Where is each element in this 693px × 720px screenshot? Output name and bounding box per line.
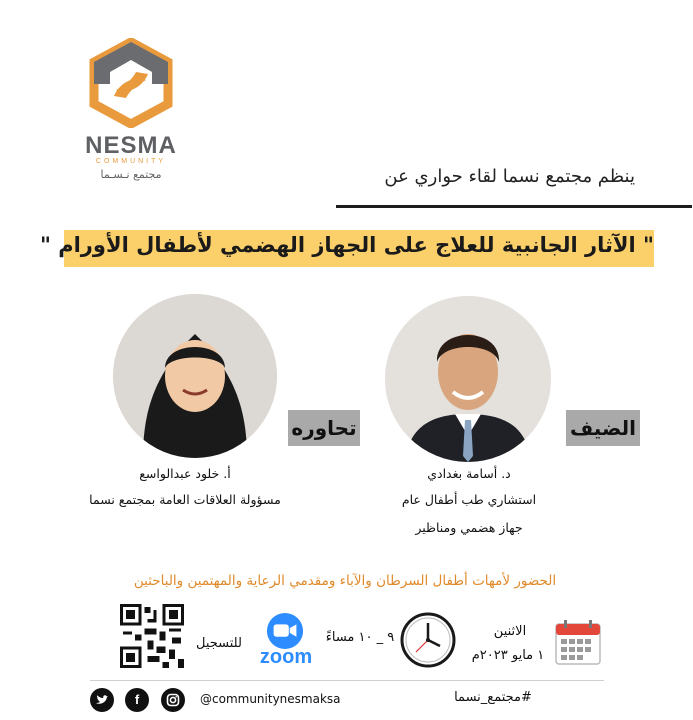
audience-text: الحضور لأمهات أطفال السرطان والآباء ومقدمي الرعاية والمهتمين والباحثين	[133, 573, 557, 589]
host-photo	[113, 294, 277, 458]
intro-text: ينظم مجتمع نسما لقاء حواري عن	[384, 166, 635, 187]
brand-arabic: مجتمع نـسـما	[100, 168, 162, 181]
twitter-icon[interactable]	[90, 688, 114, 712]
clock-icon	[400, 612, 456, 668]
facebook-icon[interactable]: f	[125, 688, 149, 712]
guest-role-label: الضيف	[566, 410, 640, 446]
qr-code-icon[interactable]	[120, 604, 184, 668]
hashtag: #مجتمع_نسما	[454, 690, 532, 705]
divider-line	[336, 205, 692, 208]
zoom-icon[interactable]	[266, 612, 304, 650]
social-handle[interactable]: @communitynesmaksa	[200, 692, 341, 706]
instagram-icon[interactable]	[161, 688, 185, 712]
guest-name: د. أسامة بغدادي	[427, 466, 511, 481]
brand-name: NESMA	[85, 132, 177, 159]
event-title: " الآثار الجانبية للعلاج على الجهاز الهضمي لأطفال الأورام "	[39, 233, 654, 257]
host-name: أ. خلود عبدالواسع	[139, 466, 231, 481]
zoom-label: zoom	[259, 646, 313, 668]
calendar-icon	[554, 618, 602, 666]
host-title: مسؤولة العلاقات العامة بمجتمع نسما	[89, 492, 281, 507]
guest-avatar-icon	[385, 296, 551, 462]
nesma-logo-icon	[86, 38, 176, 128]
guest-title-1: استشاري طب أطفال عام	[401, 492, 537, 507]
event-time: ٩ _ ١٠ مساءً	[325, 630, 395, 645]
guest-title-2: جهاز هضمي ومناظير	[415, 520, 523, 535]
guest-photo	[385, 296, 551, 462]
host-role-label: تحاوره	[288, 410, 360, 446]
event-day: الاثنين	[493, 624, 527, 639]
footer-divider	[90, 680, 604, 681]
event-date: ١ مايو ٢٠٢٣م	[471, 648, 545, 663]
brand-subtitle: COMMUNITY	[95, 158, 167, 165]
register-label: للتسجيل	[196, 636, 242, 651]
host-avatar-icon	[113, 294, 277, 458]
